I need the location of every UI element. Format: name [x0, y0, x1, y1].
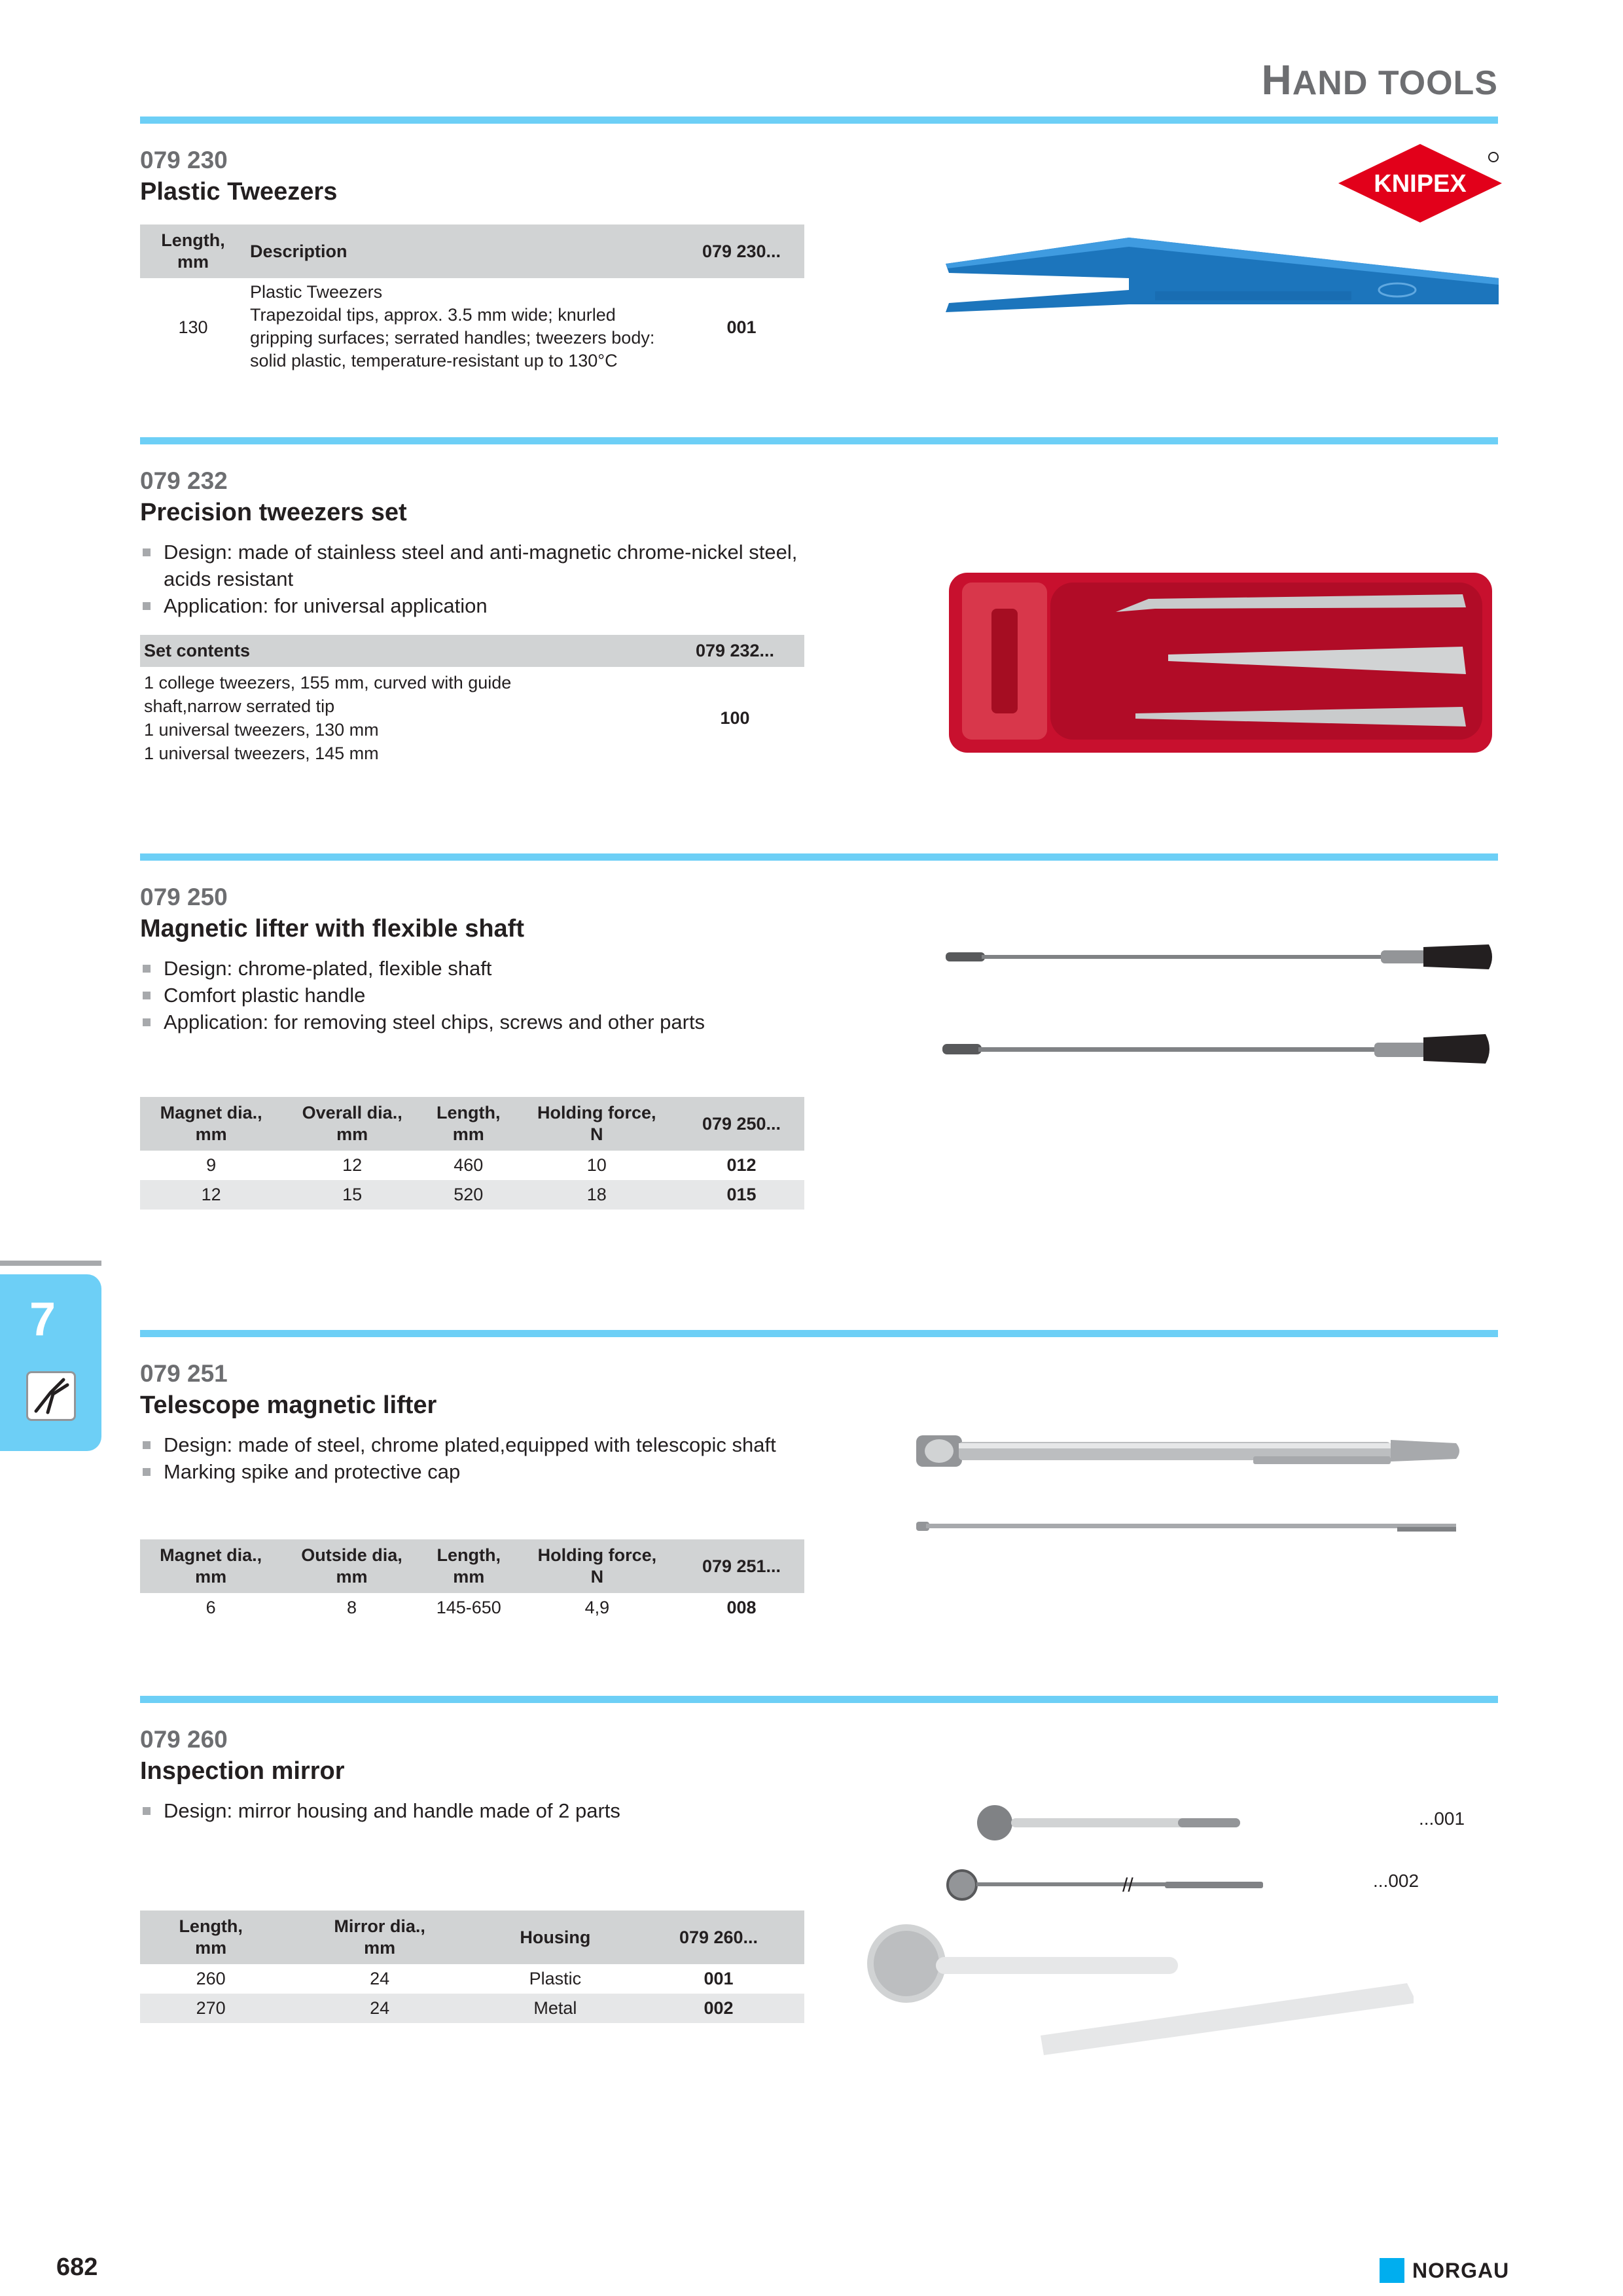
- cell: 270: [140, 1994, 281, 2023]
- table-row: [140, 1964, 804, 1994]
- section-divider: [140, 1696, 1498, 1703]
- pliers-icon: [26, 1371, 76, 1421]
- col-header: Length, mm: [422, 1097, 515, 1151]
- cell: 4,9: [584, 1598, 610, 1617]
- list-item: Marking spike and protective cap: [140, 1458, 821, 1485]
- cell: 145-650: [436, 1598, 501, 1617]
- page-number: 682: [56, 2253, 98, 2281]
- cell: 12: [140, 1180, 282, 1210]
- norgau-text: NORGAU: [1412, 2258, 1510, 2282]
- col-header: 079 230...: [679, 224, 804, 278]
- product-name: Telescope magnetic lifter: [140, 1391, 437, 1419]
- section-divider: [140, 117, 1498, 124]
- col-header: Length, mm: [140, 224, 246, 278]
- product-name: Inspection mirror: [140, 1757, 345, 1785]
- col-header: 079 232...: [666, 635, 804, 667]
- col-header: Description: [246, 224, 679, 278]
- order-number: 001: [704, 1969, 734, 1988]
- list-item: Application: for removing steel chips, screws and other parts: [140, 1009, 821, 1035]
- spec-table: [140, 635, 804, 769]
- cell: 260: [196, 1969, 226, 1988]
- list-item: Comfort plastic handle: [140, 982, 821, 1009]
- product-code: 079 230: [140, 147, 228, 173]
- col-header: Holding force, N: [516, 1539, 679, 1593]
- feature-list: [140, 1431, 821, 1485]
- cell: 18: [515, 1180, 679, 1210]
- col-header: Mirror dia., mm: [281, 1910, 477, 1964]
- order-number: 015: [679, 1180, 804, 1210]
- knipex-text: KNIPEX: [1374, 170, 1467, 198]
- table-row: [140, 1994, 804, 2023]
- section-divider: [140, 1330, 1498, 1337]
- cell: 24: [281, 1994, 477, 2023]
- norgau-square-icon: [1380, 2258, 1404, 2283]
- cell: 460: [454, 1155, 484, 1175]
- product-name: Plastic Tweezers: [140, 178, 338, 206]
- cell: 9: [206, 1155, 217, 1175]
- order-number: 001: [726, 317, 757, 337]
- cell: 12: [342, 1155, 363, 1175]
- plastic-tweezers-image: [946, 232, 1499, 334]
- product-code: 079 250: [140, 884, 228, 910]
- section-divider: [140, 437, 1498, 444]
- cell: 520: [422, 1180, 515, 1210]
- col-header: 079 251...: [679, 1539, 804, 1593]
- col-header: 079 260...: [633, 1910, 804, 1964]
- section-divider: [140, 853, 1498, 861]
- page-header-title: HAND TOOLS: [1261, 56, 1498, 103]
- table-row: [140, 1151, 804, 1180]
- cell: 10: [586, 1155, 607, 1175]
- list-item: Design: made of stainless steel and anti-magnetic chrome-nickel steel, acids resistant: [140, 539, 821, 592]
- cell: Plastic: [529, 1969, 582, 1988]
- col-header: Overall dia., mm: [282, 1097, 422, 1151]
- magnetic-lifter-image: [942, 933, 1499, 1080]
- variant-label: ...002: [1373, 1871, 1419, 1891]
- order-number: 008: [726, 1598, 757, 1617]
- variant-label: ...001: [1419, 1808, 1465, 1829]
- product-code: 079 260: [140, 1726, 228, 1753]
- spec-table: [140, 1097, 804, 1210]
- col-header: Outside dia, mm: [281, 1539, 421, 1593]
- cell: 15: [282, 1180, 422, 1210]
- order-number: 012: [726, 1155, 757, 1175]
- table-row: [140, 1180, 804, 1210]
- norgau-logo: [1380, 2258, 1509, 2283]
- col-header: Set contents: [140, 635, 666, 667]
- feature-list: [140, 955, 821, 1035]
- inspection-mirror-image: [864, 1793, 1414, 2065]
- list-item: Design: mirror housing and handle made of 2 parts: [140, 1797, 821, 1824]
- col-header: 079 250...: [679, 1097, 804, 1151]
- tweezers-set-image: [946, 569, 1495, 759]
- table-row: [140, 667, 804, 769]
- col-header: Length, mm: [422, 1539, 516, 1593]
- telescope-lifter-image: [913, 1424, 1476, 1551]
- product-code: 079 232: [140, 467, 228, 494]
- list-item: Application: for universal application: [140, 592, 821, 619]
- cell: 6: [205, 1598, 216, 1617]
- product-name: Precision tweezers set: [140, 499, 407, 526]
- feature-list: [140, 539, 821, 619]
- spec-table: [140, 224, 804, 376]
- order-number: 100: [720, 708, 750, 728]
- spec-table: [140, 1910, 804, 2023]
- side-tab-divider: [0, 1261, 101, 1266]
- cell: Plastic Tweezers Trapezoidal tips, approx. 3.5 mm wide; knurled gripping surfaces; serrated handles; tweezers body: solid plastic, temperature-resistant up to 130°C: [250, 282, 655, 370]
- knipex-logo: [1335, 141, 1505, 229]
- chapter-number: 7: [29, 1293, 56, 1346]
- cell: 1 college tweezers, 155 mm, curved with guide shaft,narrow serrated tip 1 universal tweezers, 130 mm 1 universal tweezers, 145 mm: [144, 673, 512, 763]
- svg-text://: //: [1122, 1874, 1133, 1896]
- spec-table: [140, 1539, 804, 1623]
- table-row: [140, 1593, 804, 1623]
- col-header: Magnet dia., mm: [140, 1097, 282, 1151]
- cell: Metal: [478, 1994, 633, 2023]
- cell: 130: [178, 317, 208, 337]
- cell: 8: [347, 1598, 357, 1617]
- feature-list: [140, 1797, 821, 1824]
- list-item: Design: chrome-plated, flexible shaft: [140, 955, 821, 982]
- order-number: 002: [633, 1994, 804, 2023]
- col-header: Holding force, N: [515, 1097, 679, 1151]
- col-header: Magnet dia., mm: [140, 1539, 281, 1593]
- cell: 24: [370, 1969, 390, 1988]
- list-item: Design: made of steel, chrome plated,equipped with telescopic shaft: [140, 1431, 821, 1458]
- product-code: 079 251: [140, 1360, 228, 1387]
- table-row: [140, 278, 804, 376]
- section-079-230: [140, 117, 1498, 370]
- col-header: Length, mm: [140, 1910, 281, 1964]
- product-name: Magnetic lifter with flexible shaft: [140, 915, 524, 942]
- col-header: Housing: [478, 1910, 633, 1964]
